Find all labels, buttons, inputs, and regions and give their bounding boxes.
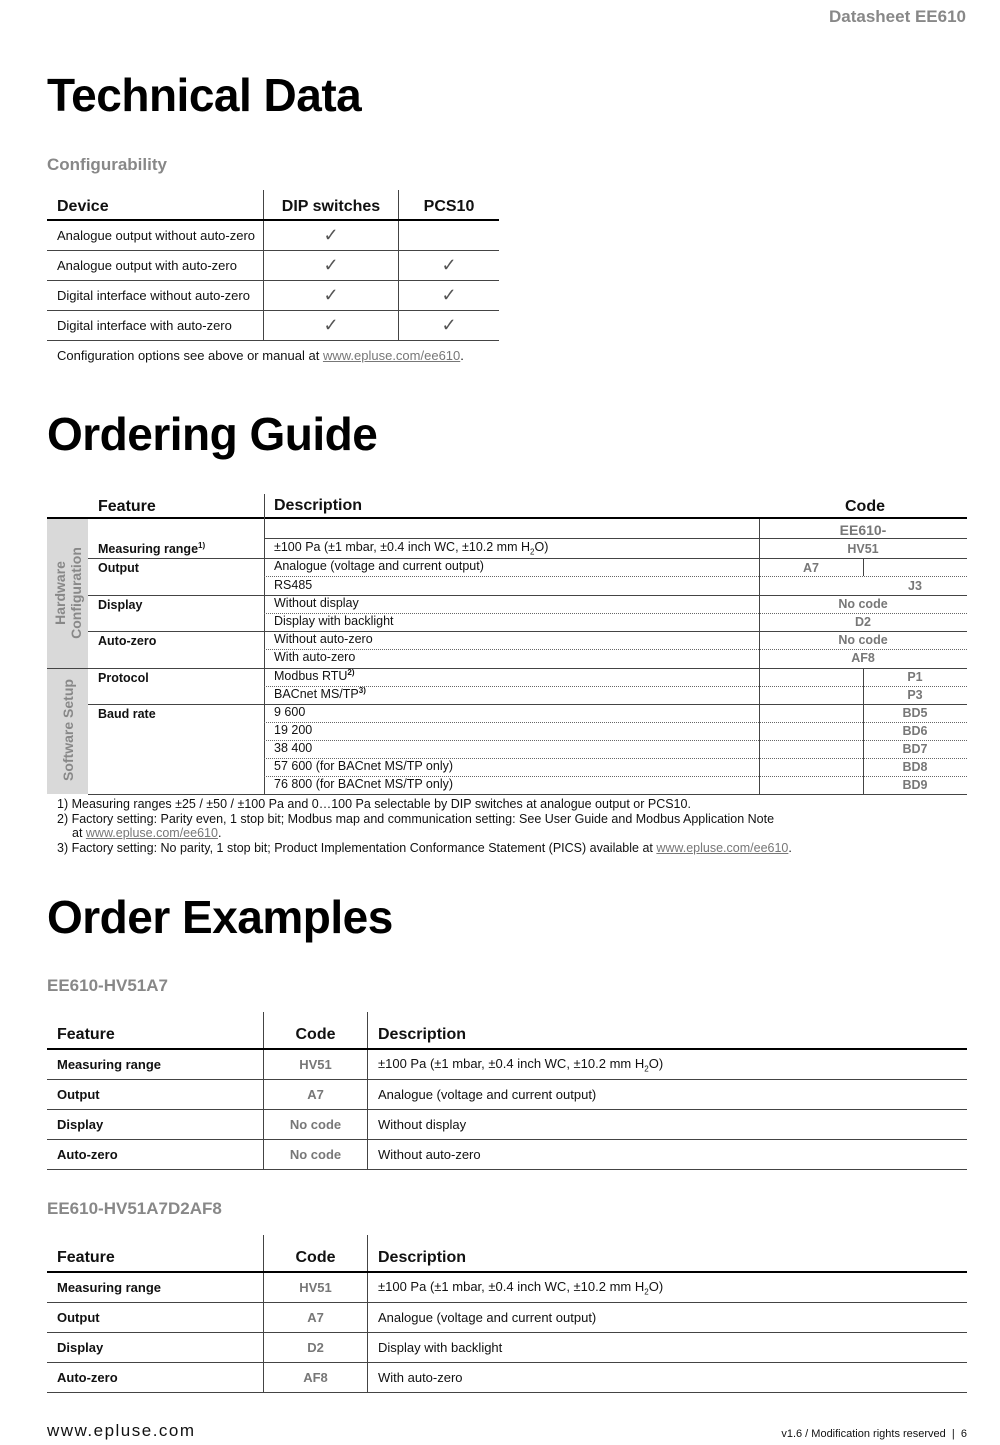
table-header-row	[47, 190, 499, 220]
row-rule	[88, 595, 967, 596]
desc-with-auto-zero: With auto-zero	[274, 650, 356, 664]
feature-output: Output	[98, 561, 139, 575]
check-icon: ✓	[264, 220, 399, 251]
feature-cell: Measuring range	[47, 1049, 264, 1080]
table-row	[47, 1110, 967, 1140]
desc-without-display: Without display	[274, 596, 359, 610]
check-icon	[399, 220, 500, 251]
col-pcs10: PCS10	[399, 190, 500, 220]
feature-cell: Display	[47, 1110, 264, 1140]
row-rule	[88, 794, 967, 795]
feature-cell: Output	[47, 1080, 264, 1110]
feature-cell: Auto-zero	[47, 1140, 264, 1170]
code-j3: J3	[908, 579, 922, 593]
row-rule	[88, 631, 967, 632]
col-code: Code	[264, 1012, 368, 1049]
sub-row-rule	[264, 576, 967, 577]
row-rule	[47, 668, 967, 669]
code-cell: D2	[264, 1333, 368, 1363]
sub-row-rule	[264, 740, 967, 741]
col-description: Description	[368, 1235, 968, 1272]
feature-auto-zero: Auto-zero	[98, 634, 157, 648]
example-2-title: EE610-HV51A7D2AF8	[47, 1199, 222, 1218]
code-a7: A7	[803, 561, 819, 575]
code-cell: AF8	[264, 1363, 368, 1393]
code-cell: HV51	[264, 1272, 368, 1303]
code-cell: No code	[264, 1140, 368, 1170]
footnote-2-link-line: at www.epluse.com/ee610.	[72, 826, 222, 841]
desc-modbus: Modbus RTU$^{2)}$	[274, 668, 355, 684]
col-device: Device	[47, 190, 264, 220]
technical-data-title: Technical Data	[47, 69, 362, 121]
table-row	[47, 1140, 967, 1170]
column-divider	[863, 558, 864, 576]
code-bd7: BD7	[902, 742, 928, 756]
code-af8: AF8	[851, 651, 875, 665]
device-cell: Analogue output with auto-zero	[47, 251, 264, 281]
footnote-2-link[interactable]: www.epluse.com/ee610	[85, 826, 218, 841]
footnote-3: 3) Factory setting: No parity, 1 stop bit; Product Implementation Conformance Statement (PICS) available at www.epluse.com/ee610.	[57, 840, 792, 855]
footer-version: v1.6 / Modification rights reserved | 6	[781, 1428, 967, 1440]
order-examples-title: Order Examples	[47, 891, 393, 943]
table-footnote-row	[47, 341, 499, 370]
table-row	[47, 220, 499, 251]
sub-row-rule	[264, 722, 967, 723]
col-description: Description	[368, 1012, 968, 1049]
table-header-row	[47, 1012, 967, 1049]
desc-57600: 57 600 (for BACnet MS/TP only)	[274, 759, 454, 773]
sub-row-rule	[264, 686, 967, 687]
code-bd6: BD6	[902, 724, 928, 738]
desc-bacnet: BACnet MS/TP$^{3)}$	[274, 686, 366, 702]
code-no-code-auto-zero: No code	[838, 633, 888, 647]
table-row	[47, 311, 499, 341]
code-cell: A7	[264, 1303, 368, 1333]
col-code: Code	[264, 1235, 368, 1272]
code-bd5: BD5	[902, 706, 928, 720]
feature-cell: Output	[47, 1303, 264, 1333]
software-group-label: Software Setup	[60, 679, 76, 781]
column-divider	[264, 494, 265, 794]
hardware-group-label: Hardware Configuration	[52, 547, 84, 639]
table-row	[47, 1303, 967, 1333]
table-row	[47, 1049, 967, 1080]
description-cell: Display with backlight	[368, 1333, 968, 1363]
check-icon: ✓	[399, 311, 500, 341]
code-no-code-display: No code	[838, 597, 888, 611]
table-row	[47, 281, 499, 311]
check-icon: ✓	[264, 281, 399, 311]
ordering-guide-table	[47, 494, 967, 794]
example-1-table	[47, 1012, 967, 1170]
feature-protocol: Protocol	[98, 671, 149, 685]
desc-38400: 38 400	[274, 741, 313, 755]
table-row	[47, 1333, 967, 1363]
code-cell: No code	[264, 1110, 368, 1140]
device-cell: Digital interface without auto-zero	[47, 281, 264, 311]
footnote-2: 2) Factory setting: Parity even, 1 stop bit; Modbus map and communication setting: See User Guide and Modbus Application Note	[57, 811, 775, 826]
description-cell: ±100 Pa (±1 mbar, ±0.4 inch WC, ±10.2 mm $H_2O$)	[368, 1272, 968, 1303]
document-header: Datasheet EE610	[828, 7, 966, 26]
description-cell: With auto-zero	[368, 1363, 968, 1393]
code-p1: P1	[907, 670, 923, 684]
feature-baud-rate: Baud rate	[98, 707, 156, 721]
code-prefix: EE610-	[839, 522, 887, 538]
table-row	[47, 1080, 967, 1110]
footer-website[interactable]: www.epluse.com	[47, 1421, 196, 1440]
example-1-title: EE610-HV51A7	[47, 976, 168, 995]
code-cell: A7	[264, 1080, 368, 1110]
check-icon: ✓	[264, 251, 399, 281]
description-cell: Without display	[368, 1110, 968, 1140]
configurability-subtitle: Configurability	[47, 155, 167, 174]
example-2-table	[47, 1235, 967, 1393]
feature-measuring-range: Measuring range$^{1)}$	[98, 541, 206, 557]
desc-measuring-range: ±100 Pa (±1 mbar, ±0.4 inch WC, ±10.2 mm $H_2O$)	[274, 540, 549, 557]
desc-9600: 9 600	[274, 705, 306, 719]
feature-cell: Display	[47, 1333, 264, 1363]
check-icon: ✓	[399, 251, 500, 281]
header-rule	[47, 517, 967, 519]
configuration-note: Configuration options see above or manual at www.epluse.com/ee610.	[47, 341, 499, 370]
table-row	[47, 251, 499, 281]
col-feature: Feature	[98, 498, 156, 515]
configurability-table	[47, 190, 499, 369]
code-hv51: HV51	[847, 542, 879, 556]
row-rule	[88, 704, 967, 705]
row-rule	[264, 538, 967, 539]
desc-analogue: Analogue (voltage and current output)	[274, 559, 484, 573]
sub-row-rule	[264, 649, 967, 650]
ordering-footnotes	[57, 797, 792, 855]
desc-76800: 76 800 (for BACnet MS/TP only)	[274, 777, 454, 791]
footnote-3-link[interactable]: www.epluse.com/ee610	[656, 840, 789, 855]
feature-display: Display	[98, 598, 143, 612]
description-cell: Analogue (voltage and current output)	[368, 1303, 968, 1333]
col-feature: Feature	[47, 1012, 264, 1049]
col-dip-switches: DIP switches	[264, 190, 399, 220]
footnote-1: 1) Measuring ranges ±25 / ±50 / ±100 Pa and 0…100 Pa selectable by DIP switches at analogue output or PCS10.	[57, 797, 691, 811]
table-row	[47, 1363, 967, 1393]
code-bd8: BD8	[902, 760, 928, 774]
desc-display-backlight: Display with backlight	[274, 614, 394, 628]
description-cell: ±100 Pa (±1 mbar, ±0.4 inch WC, ±10.2 mm $H_2O$)	[368, 1049, 968, 1080]
device-cell: Digital interface with auto-zero	[47, 311, 264, 341]
table-header-row	[47, 1235, 967, 1272]
col-feature: Feature	[47, 1235, 264, 1272]
code-p3: P3	[907, 688, 923, 702]
desc-without-auto-zero: Without auto-zero	[274, 632, 373, 646]
manual-link[interactable]: www.epluse.com/ee610	[322, 347, 461, 363]
check-icon: ✓	[264, 311, 399, 341]
code-d2: D2	[855, 615, 871, 629]
table-row	[47, 1272, 967, 1303]
code-cell: HV51	[264, 1049, 368, 1080]
feature-cell: Auto-zero	[47, 1363, 264, 1393]
feature-cell: Measuring range	[47, 1272, 264, 1303]
device-cell: Analogue output without auto-zero	[47, 220, 264, 251]
ordering-guide-title: Ordering Guide	[47, 408, 378, 460]
description-cell: Without auto-zero	[368, 1140, 968, 1170]
check-icon: ✓	[399, 281, 500, 311]
description-cell: Analogue (voltage and current output)	[368, 1080, 968, 1110]
desc-rs485: RS485	[274, 578, 313, 592]
code-bd9: BD9	[902, 778, 928, 792]
col-description: Description	[274, 497, 363, 514]
desc-19200: 19 200	[274, 723, 313, 737]
col-code: Code	[845, 498, 885, 515]
row-rule	[88, 558, 967, 559]
